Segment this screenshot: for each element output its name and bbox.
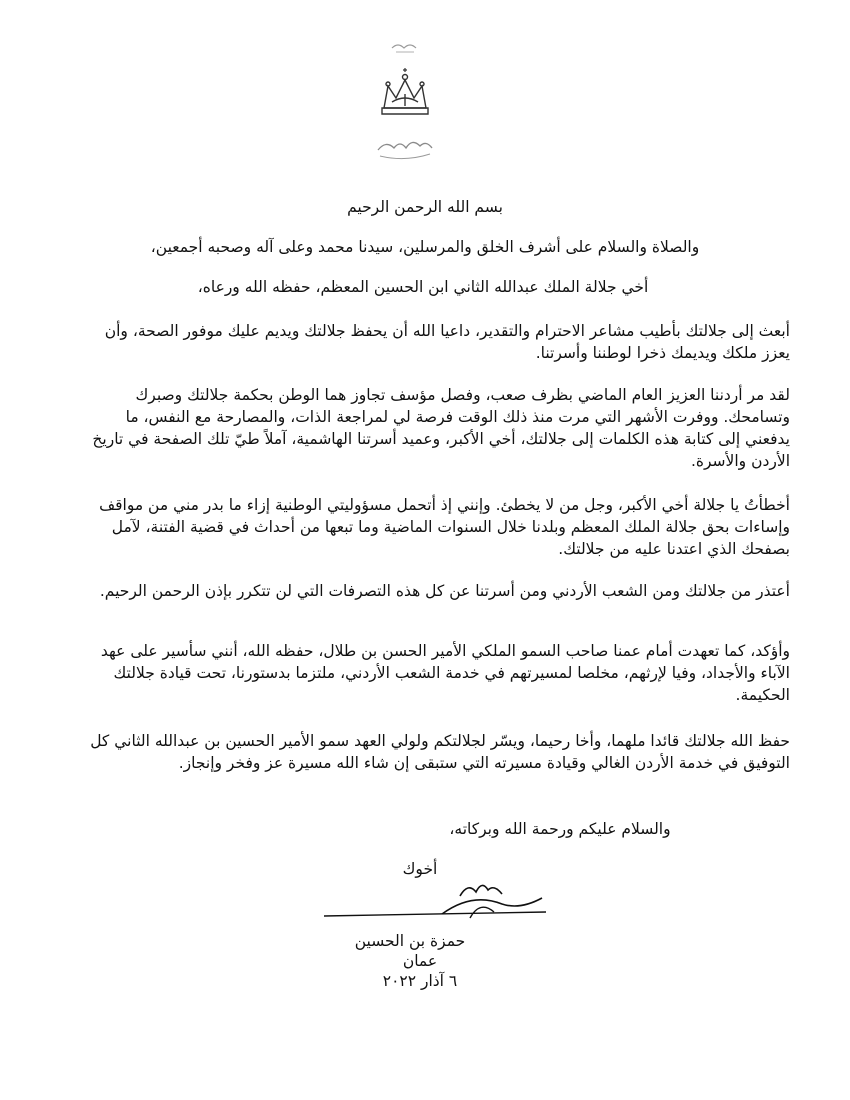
basmala: بسم الله الرحمن الرحيم xyxy=(347,198,503,216)
paragraph-6: حفظ الله جلالتك قائدا ملهما، وأخا رحيما، ويسّر لجلالتكم ولولي العهد سمو الأمير الحسين بن عبدالله الثاني كل التوفيق في خدمة الأردن الغالي وقيادة مسيرته التي ستبقى إن شاء الله مسيرة عز وفخر وإنجاز. xyxy=(90,732,790,772)
crown-emblem-icon xyxy=(370,36,440,166)
signer-name: حمزة بن الحسين xyxy=(354,932,466,950)
letterhead xyxy=(370,36,440,166)
salutation: والصلاة والسلام على أشرف الخلق والمرسلين، سيدنا محمد وعلى آله وصحبه أجمعين، xyxy=(150,238,700,256)
closing-greeting: والسلام عليكم ورحمة الله وبركاته، xyxy=(449,820,671,838)
letter-date: ٦ آذار ٢٠٢٢ xyxy=(382,972,458,990)
paragraph-3: أخطأتُ يا جلالة أخي الأكبر، وجل من لا يخطئ. وإنني إذ أتحمل مسؤوليتي الوطنية إزاء ما بدر مني من مواقف وإساءات بحق جلالة الملك المعظم وبلدنا خلال السنوات الماضية وما تبعها من أحداث في قضية الفتنة، لآمل بصفحك الذي اعتدنا عليه من جلالتك. xyxy=(99,496,790,558)
place: عمان xyxy=(402,952,438,970)
paragraph-1: أبعث إلى جلالتك بأطيب مشاعر الاحترام والتقدير، داعيا الله أن يحفظ جلالتك ويديم عليك موفور الصحة، وأن يعزز ملكك ويديمك ذخرا لوطننا وأسرتنا. xyxy=(104,322,790,362)
addressee-line: أخي جلالة الملك عبدالله الثاني ابن الحسين المعظم، حفظه الله ورعاه، xyxy=(197,278,649,296)
paragraph-4: أعتذر من جلالتك ومن الشعب الأردني ومن أسرتنا عن كل هذه التصرفات التي لن تتكرر بإذن الرحمن الرحيم. xyxy=(99,582,790,600)
sender-relation: أخوك xyxy=(402,860,438,878)
paragraph-5: وأؤكد، كما تعهدت أمام عمنا صاحب السمو الملكي الأمير الحسن بن طلال، حفظه الله، أنني سأسير على عهد الآباء والأجداد، وفيا لإرثهم، مخلصا لمسيرتهم في خدمة الشعب الأردني، ملتزما بدستورنا، تحت قيادة جلالتك الحكيمة. xyxy=(100,642,790,704)
paragraph-2: لقد مر أردننا العزيز العام الماضي بظرف صعب، وفصل مؤسف تجاوز هما الوطن بحكمة جلالتك وصبرك وتسامحك. ووفرت الأشهر التي مرت منذ ذلك الوقت فرصة لي لمراجعة الذات، والمصارحة مع النفس، ما يدفعني إلى كتابة هذه الكلمات إلى جلالتك، أخي الأكبر، وعميد أسرتنا الهاشمية، آملاً طيّ تلك الصفحة في تاريخ الأردن والأسرة. xyxy=(92,386,790,470)
